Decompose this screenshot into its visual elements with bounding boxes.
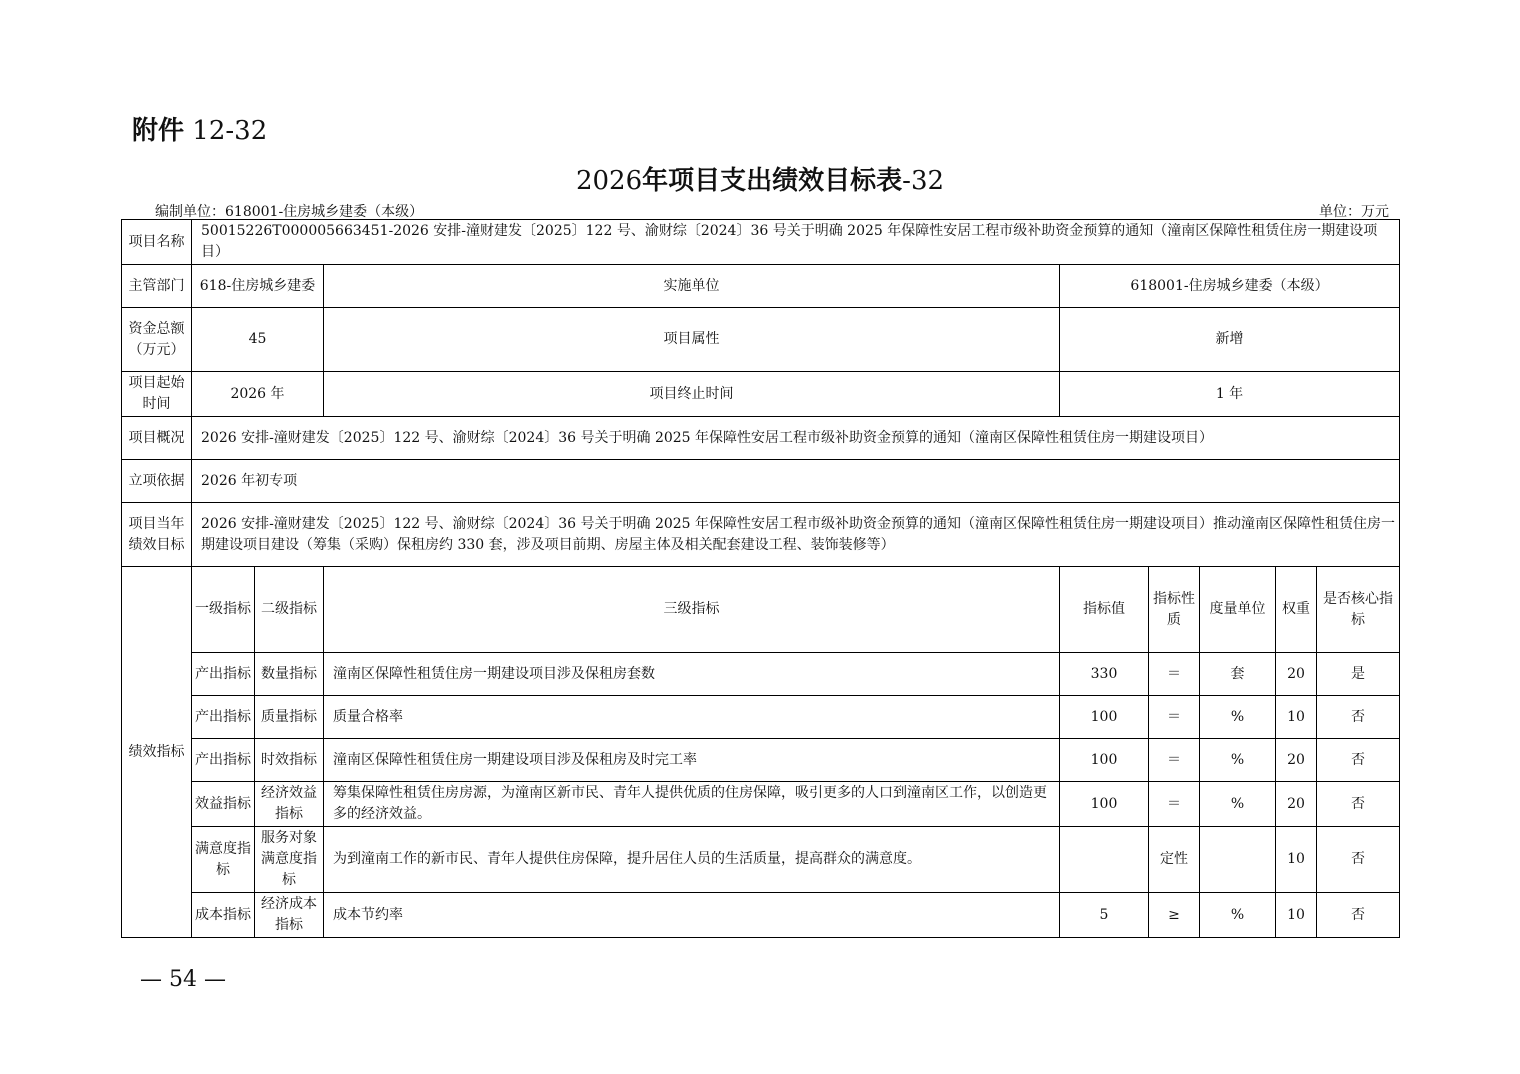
value-basis: 2026 年初专项	[192, 460, 1400, 503]
indicator-weight: 20	[1276, 653, 1317, 696]
indicator-level1: 产出指标	[192, 739, 255, 782]
row-annual-goal	[122, 503, 1400, 567]
indicator-level3: 质量合格率	[324, 696, 1060, 739]
label-impl-unit: 实施单位	[324, 265, 1060, 308]
label-project-attr: 项目属性	[324, 308, 1060, 372]
header-weight: 权重	[1276, 567, 1317, 653]
indicator-nature: 定性	[1149, 827, 1200, 893]
indicator-unit: 套	[1200, 653, 1276, 696]
indicator-value: 100	[1060, 696, 1149, 739]
indicator-row	[122, 893, 1400, 938]
indicator-level2: 经济成本指标	[255, 893, 324, 938]
indicator-level2: 经济效益指标	[255, 782, 324, 827]
indicator-nature: ＝	[1149, 653, 1200, 696]
row-basis	[122, 460, 1400, 503]
label-end-time: 项目终止时间	[324, 372, 1060, 417]
value-annual-goal: 2026 安排-潼财建发〔2025〕122 号、渝财综〔2024〕36 号关于明确 2025 年保障性安居工程市级补助资金预算的通知（潼南区保障性租赁住房一期建设项目）推动潼南区保障性租赁住房一期建设项目建设（筹集（采购）保租房约 330 套，涉及项目前期、房屋主体及相关配套建设工程、装饰装修等）	[192, 503, 1400, 567]
header-level2: 二级指标	[255, 567, 324, 653]
label-dept: 主管部门	[122, 265, 192, 308]
indicator-row	[122, 739, 1400, 782]
page-title	[0, 160, 1520, 197]
header-level1: 一级指标	[192, 567, 255, 653]
indicator-nature: ＝	[1149, 696, 1200, 739]
indicator-core: 否	[1317, 827, 1400, 893]
label-project-name: 项目名称	[122, 220, 192, 265]
indicator-level3: 为到潼南工作的新市民、青年人提供住房保障，提升居住人员的生活质量，提高群众的满意度。	[324, 827, 1060, 893]
indicator-level1: 产出指标	[192, 653, 255, 696]
label-start-time: 项目起始时间	[122, 372, 192, 417]
indicator-level2: 质量指标	[255, 696, 324, 739]
value-fund-total: 45	[192, 308, 324, 372]
indicator-header-row	[122, 567, 1400, 653]
indicator-weight: 20	[1276, 782, 1317, 827]
indicator-value: 330	[1060, 653, 1149, 696]
indicator-level2: 时效指标	[255, 739, 324, 782]
header-value: 指标值	[1060, 567, 1149, 653]
indicator-row	[122, 827, 1400, 893]
indicator-value: 100	[1060, 782, 1149, 827]
value-end-time: 1 年	[1060, 372, 1400, 417]
indicator-nature: ＝	[1149, 782, 1200, 827]
indicator-core: 是	[1317, 653, 1400, 696]
indicator-value: 100	[1060, 739, 1149, 782]
row-overview	[122, 417, 1400, 460]
indicator-core: 否	[1317, 893, 1400, 938]
indicator-nature: ≥	[1149, 893, 1200, 938]
indicator-level3: 筹集保障性租赁住房房源，为潼南区新市民、青年人提供优质的住房保障，吸引更多的人口到潼南区工作，以创造更多的经济效益。	[324, 782, 1060, 827]
indicator-unit: %	[1200, 893, 1276, 938]
indicator-row	[122, 696, 1400, 739]
header-unit: 度量单位	[1200, 567, 1276, 653]
indicator-level3: 成本节约率	[324, 893, 1060, 938]
indicator-level1: 成本指标	[192, 893, 255, 938]
indicator-unit: %	[1200, 782, 1276, 827]
indicator-unit	[1200, 827, 1276, 893]
value-dept: 618-住房城乡建委	[192, 265, 324, 308]
row-project-name	[122, 220, 1400, 265]
row-time	[122, 372, 1400, 417]
page-number: — 54 —	[140, 967, 226, 992]
indicator-value	[1060, 827, 1149, 893]
attachment-heading	[132, 110, 267, 147]
header-nature: 指标性质	[1149, 567, 1200, 653]
indicator-level2: 服务对象满意度指标	[255, 827, 324, 893]
performance-goal-table	[121, 219, 1400, 938]
indicator-level1: 产出指标	[192, 696, 255, 739]
indicator-value: 5	[1060, 893, 1149, 938]
indicator-level2: 数量指标	[255, 653, 324, 696]
currency-unit: 单位：万元	[1319, 204, 1389, 220]
indicator-unit: %	[1200, 739, 1276, 782]
attachment-number: 12-32	[192, 116, 268, 146]
indicator-level3: 潼南区保障性租赁住房一期建设项目涉及保租房及时完工率	[324, 739, 1060, 782]
header-core: 是否核心指标	[1317, 567, 1400, 653]
indicator-weight: 20	[1276, 739, 1317, 782]
title-year: 2026	[575, 166, 643, 196]
value-project-name: 50015226T000005663451-2026 安排-潼财建发〔2025〕122 号、渝财综〔2024〕36 号关于明确 2025 年保障性安居工程市级补助资金预算的通知（潼南区保障性租赁住房一期建设项目）	[192, 220, 1400, 265]
value-impl-unit: 618001-住房城乡建委（本级）	[1060, 265, 1400, 308]
indicator-level1: 效益指标	[192, 782, 255, 827]
label-annual-goal: 项目当年绩效目标	[122, 503, 192, 567]
label-fund-total: 资金总额（万元）	[122, 308, 192, 372]
compiling-unit: 编制单位：618001-住房城乡建委（本级）	[155, 204, 424, 220]
indicator-weight: 10	[1276, 893, 1317, 938]
indicator-core: 否	[1317, 782, 1400, 827]
indicator-unit: %	[1200, 696, 1276, 739]
label-overview: 项目概况	[122, 417, 192, 460]
indicator-weight: 10	[1276, 696, 1317, 739]
indicator-weight: 10	[1276, 827, 1317, 893]
indicator-core: 否	[1317, 739, 1400, 782]
label-basis: 立项依据	[122, 460, 192, 503]
title-text: 年项目支出绩效目标表	[642, 166, 903, 196]
label-perf: 绩效指标	[122, 567, 192, 938]
indicator-level3: 潼南区保障性租赁住房一期建设项目涉及保租房套数	[324, 653, 1060, 696]
indicator-row	[122, 782, 1400, 827]
indicator-nature: ＝	[1149, 739, 1200, 782]
indicator-level1: 满意度指标	[192, 827, 255, 893]
header-level3: 三级指标	[324, 567, 1060, 653]
indicator-row	[122, 653, 1400, 696]
row-fund	[122, 308, 1400, 372]
value-overview: 2026 安排-潼财建发〔2025〕122 号、渝财综〔2024〕36 号关于明确 2025 年保障性安居工程市级补助资金预算的通知（潼南区保障性租赁住房一期建设项目）	[192, 417, 1400, 460]
attachment-label: 附件	[132, 116, 185, 146]
value-start-time: 2026 年	[192, 372, 324, 417]
title-suffix: -32	[902, 166, 945, 196]
indicator-core: 否	[1317, 696, 1400, 739]
value-project-attr: 新增	[1060, 308, 1400, 372]
row-dept	[122, 265, 1400, 308]
